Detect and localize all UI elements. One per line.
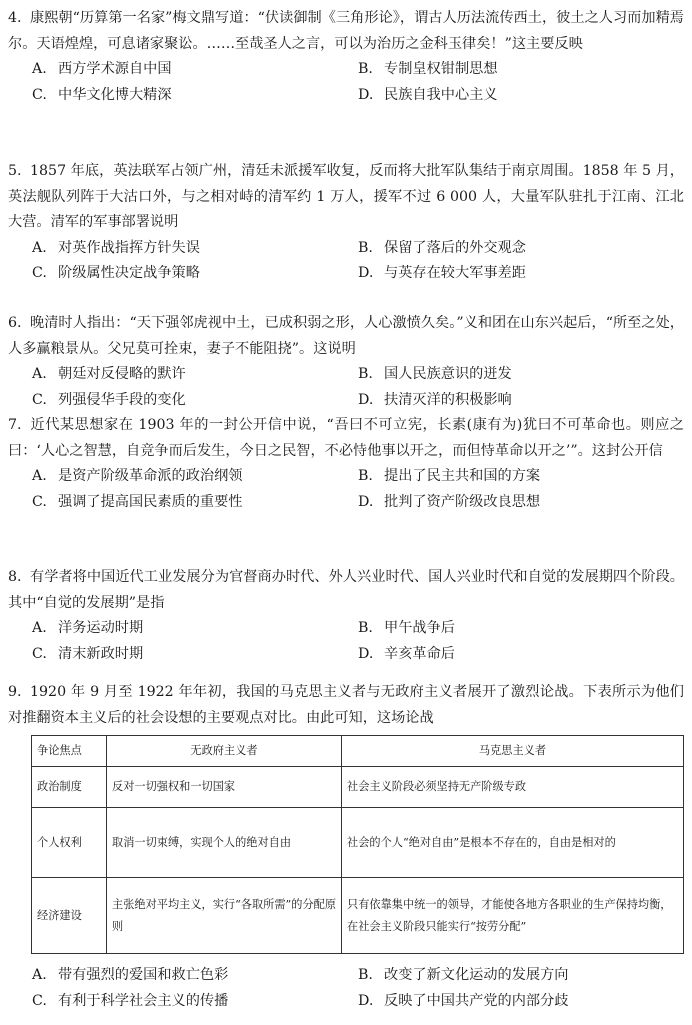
options-row xyxy=(8,362,684,388)
question-number: 7. xyxy=(8,417,22,433)
question-text: 近代某思想家在 1903 年的一封公开信中说，“吾曰不可立宪，长素(康有为)犹曰不可革命也。则应之曰：‘人心之智慧，自竞争而后发生，今日之民智，不必恃他事以开之，而但恃革命以开之’”。这封公开信 xyxy=(8,417,684,459)
option-c[interactable]: C. 列强侵华手段的变化 xyxy=(32,391,186,408)
question-stem xyxy=(8,565,684,616)
table-cell: 社会的个人“绝对自由”是根本不存在的，自由是相对的 xyxy=(342,808,684,878)
question-text: 1857 年底，英法联军占领广州，清廷未派援军收复，反而将大批军队集结于南京周围。1858 年 5 月，英法舰队列阵于大沽口外，与之相对峙的清军约 1 万人，援军不过 6 000 人，大量军队驻扎于江南、江北大营。清军的军事部署说明 xyxy=(8,163,684,231)
table-row xyxy=(32,808,684,878)
question-number: 6. xyxy=(8,315,22,331)
question-number: 5. xyxy=(8,163,22,179)
table-header-cell: 争论焦点 xyxy=(32,736,107,767)
table-cell: 主张绝对平均主义，实行“各取所需”的分配原则 xyxy=(107,878,342,954)
option-d[interactable]: D. 批判了资产阶级改良思想 xyxy=(358,493,541,510)
option-a[interactable]: A. 对英作战指挥方针失误 xyxy=(32,239,200,256)
question-7 xyxy=(8,413,684,515)
question-number: 9. xyxy=(8,684,22,700)
option-d[interactable]: D. 扶清灭洋的积极影响 xyxy=(358,391,512,408)
option-a[interactable]: A. 洋务运动时期 xyxy=(32,620,144,637)
option-a[interactable]: A. 是资产阶级革命派的政治纲领 xyxy=(32,468,243,485)
option-d[interactable]: D. 与英存在较大军事差距 xyxy=(358,265,526,282)
question-9 xyxy=(8,680,684,731)
question-number: 8. xyxy=(8,569,22,585)
options-row xyxy=(8,261,684,287)
question-stem xyxy=(8,6,684,57)
option-c[interactable]: C. 有利于科学社会主义的传播 xyxy=(32,992,229,1009)
options-row xyxy=(8,989,684,1015)
question-4 xyxy=(8,6,684,108)
table-cell: 个人权利 xyxy=(32,808,107,878)
table-header-cell: 无政府主义者 xyxy=(107,736,342,767)
option-c[interactable]: C. 清末新政时期 xyxy=(32,645,144,662)
table-cell: 经济建设 xyxy=(32,878,107,954)
table-header-row xyxy=(32,736,684,767)
option-b[interactable]: B. 改变了新文化运动的发展方向 xyxy=(358,967,569,983)
option-b[interactable]: B. 提出了民主共和国的方案 xyxy=(358,468,541,485)
option-d[interactable]: D. 辛亥革命后 xyxy=(358,645,455,662)
option-c[interactable]: C. 强调了提高国民素质的重要性 xyxy=(32,493,243,510)
option-b[interactable]: B. 国人民族意识的迸发 xyxy=(358,366,512,383)
option-a[interactable]: A. 西方学术源自中国 xyxy=(32,61,172,78)
question-8 xyxy=(8,565,684,667)
table-row xyxy=(32,767,684,808)
option-b[interactable]: B. 甲午战争后 xyxy=(358,620,455,637)
table-header-cell: 马克思主义者 xyxy=(342,736,684,767)
option-c[interactable]: C. 中华文化博大精深 xyxy=(32,86,172,103)
question-stem xyxy=(8,680,684,731)
question-6 xyxy=(8,311,684,413)
options-row xyxy=(8,642,684,668)
options-row xyxy=(8,490,684,516)
option-c[interactable]: C. 阶级属性决定战争策略 xyxy=(32,265,200,282)
option-d[interactable]: D. 反映了中国共产党的内部分歧 xyxy=(358,992,569,1009)
question-text: 有学者将中国近代工业发展分为官督商办时代、外人兴业时代、国人兴业时代和自觉的发展期四个阶段。其中“自觉的发展期”是指 xyxy=(8,569,684,611)
options-row xyxy=(8,57,684,83)
question-stem xyxy=(8,159,684,236)
table-cell: 反对一切强权和一切国家 xyxy=(107,767,342,808)
options-row xyxy=(8,236,684,262)
options-row xyxy=(8,963,684,989)
option-a[interactable]: A. 带有强烈的爱国和救亡色彩 xyxy=(32,967,229,983)
question-text: 康熙朝“历算第一名家”梅文鼎写道：“伏读御制《三角形论》，谓古人历法流传西土，彼土之人习而加精焉尔。天语煌煌，可息诸家聚讼。……至哉圣人之言，可以为治历之金科玉律矣！”这主要反映 xyxy=(8,10,684,52)
question-9-options xyxy=(8,963,684,1014)
option-a[interactable]: A. 朝廷对反侵略的默许 xyxy=(32,366,186,383)
question-5 xyxy=(8,159,684,287)
options-row xyxy=(8,83,684,109)
table-row xyxy=(32,878,684,954)
question-text: 1920 年 9 月至 1922 年年初，我国的马克思主义者与无政府主义者展开了激烈论战。下表所示为他们对推翻资本主义后的社会设想的主要观点对比。由此可知，这场论战 xyxy=(8,684,684,726)
question-text: 晚清时人指出：“天下强邻虎视中土，已成积弱之形，人心激愤久矣。”义和团在山东兴起后，“所至之处，人多赢粮景从。父兄莫可拴束，妻子不能阻挠”。这说明 xyxy=(8,315,684,357)
options-row xyxy=(8,464,684,490)
table-cell: 只有依靠集中统一的领导，才能使各地方各职业的生产保持均衡，在社会主义阶段只能实行“按劳分配” xyxy=(342,878,684,954)
table-cell: 政治制度 xyxy=(32,767,107,808)
comparison-table xyxy=(31,735,684,954)
options-row xyxy=(8,616,684,642)
question-stem xyxy=(8,413,684,464)
table-cell: 社会主义阶段必须坚持无产阶级专政 xyxy=(342,767,684,808)
option-b[interactable]: B. 保留了落后的外交观念 xyxy=(358,239,526,256)
question-stem xyxy=(8,311,684,362)
question-number: 4. xyxy=(8,10,22,26)
table-cell: 取消一切束缚，实现个人的绝对自由 xyxy=(107,808,342,878)
option-d[interactable]: D. 民族自我中心主义 xyxy=(358,86,498,103)
options-row xyxy=(8,388,684,414)
option-b[interactable]: B. 专制皇权钳制思想 xyxy=(358,61,498,78)
